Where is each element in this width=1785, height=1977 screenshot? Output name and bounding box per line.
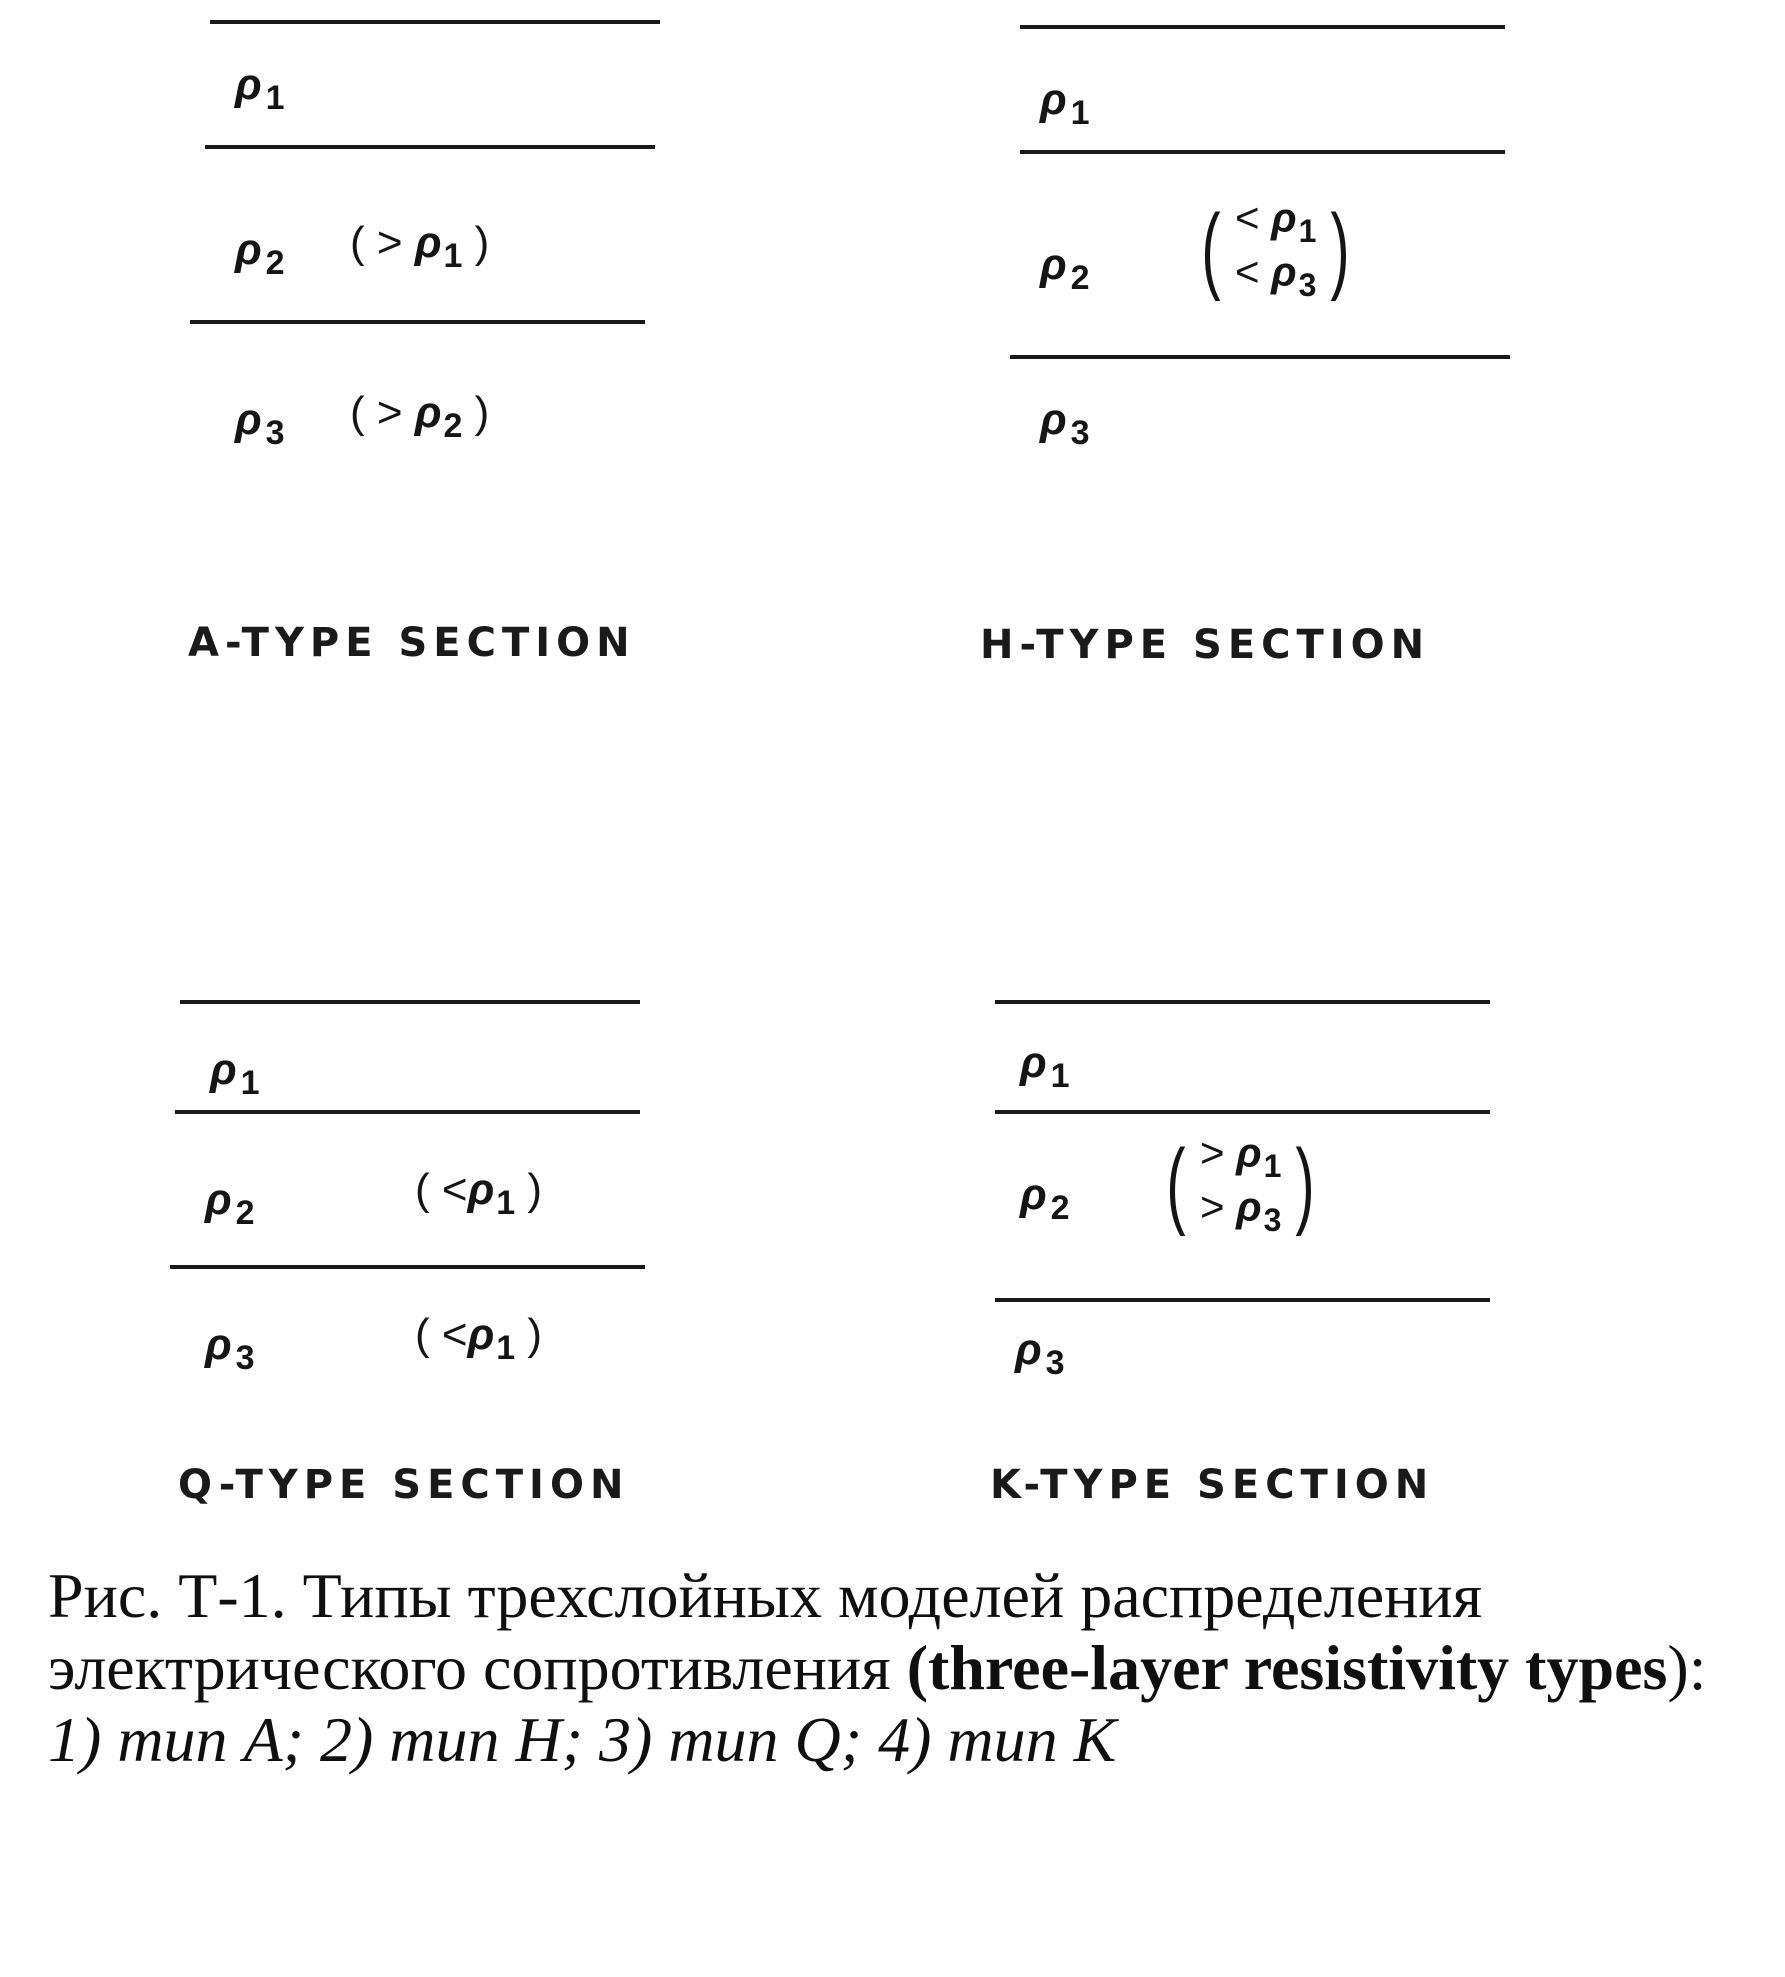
layer-3-label: ρ $_3$ [1040, 395, 1090, 452]
boundary-line [170, 1265, 645, 1269]
boundary-line [1010, 355, 1510, 359]
boundary-line [210, 20, 660, 24]
panel-q-title: Q-TYPE SECTION [178, 1462, 630, 1508]
boundary-line [995, 1110, 1490, 1114]
caption-colon: ): [1667, 1632, 1707, 1703]
boundary-line [180, 1000, 640, 1004]
boundary-line [1020, 150, 1505, 154]
panel-k-title: K-TYPE SECTION [990, 1462, 1435, 1508]
layer-3-label: ρ $_3$ [235, 395, 285, 452]
panel-a-title: A-TYPE SECTION [188, 620, 636, 666]
caption-type-list: 1) тип А; 2) тип Н; 3) тип Q; 4) тип K [48, 1704, 1117, 1775]
layer-1-label: ρ $_1$ [235, 60, 285, 117]
layer-2-label: ρ $_2$ [1020, 1170, 1070, 1227]
layer-2-condition: ( $<\rho_1$ ) [415, 1165, 543, 1222]
boundary-line [205, 145, 655, 149]
panel-a-type [190, 20, 750, 580]
layer-2-condition: ( > $\rho_1$ ) [350, 218, 490, 275]
figure-caption [48, 1560, 1748, 1776]
layer-2-condition: ( > $\rho_1$ > $\rho_3$ ) [1166, 1129, 1315, 1239]
layer-1-label: ρ $_1$ [210, 1045, 260, 1102]
layer-3-label: ρ $_3$ [205, 1320, 255, 1377]
caption-english-term: (three-layer resistivity types [906, 1632, 1668, 1703]
caption-russian: Рис. Т-1. Типы трехслойных моделей распределения электрического сопротивления [48, 1560, 1483, 1703]
layer-2-condition: ( < $\rho_1$ < $\rho_3$ ) [1201, 194, 1350, 304]
boundary-line [1020, 25, 1505, 29]
layer-3-condition: ( $<\rho_1$ ) [415, 1310, 543, 1367]
layer-3-condition: ( > $\rho_2$ ) [350, 388, 490, 445]
panel-h-type [1000, 25, 1560, 585]
layer-3-label: ρ $_3$ [1015, 1325, 1065, 1382]
boundary-line [995, 1298, 1490, 1302]
layer-1-label: ρ $_1$ [1020, 1038, 1070, 1095]
layer-2-label: ρ $_2$ [235, 225, 285, 282]
boundary-line [190, 320, 645, 324]
boundary-line [995, 1000, 1490, 1004]
boundary-line [175, 1110, 640, 1114]
layer-2-label: ρ $_2$ [205, 1175, 255, 1232]
layer-2-label: ρ $_2$ [1040, 240, 1090, 297]
layer-1-label: ρ $_1$ [1040, 75, 1090, 132]
panel-h-title: H-TYPE SECTION [980, 622, 1431, 668]
